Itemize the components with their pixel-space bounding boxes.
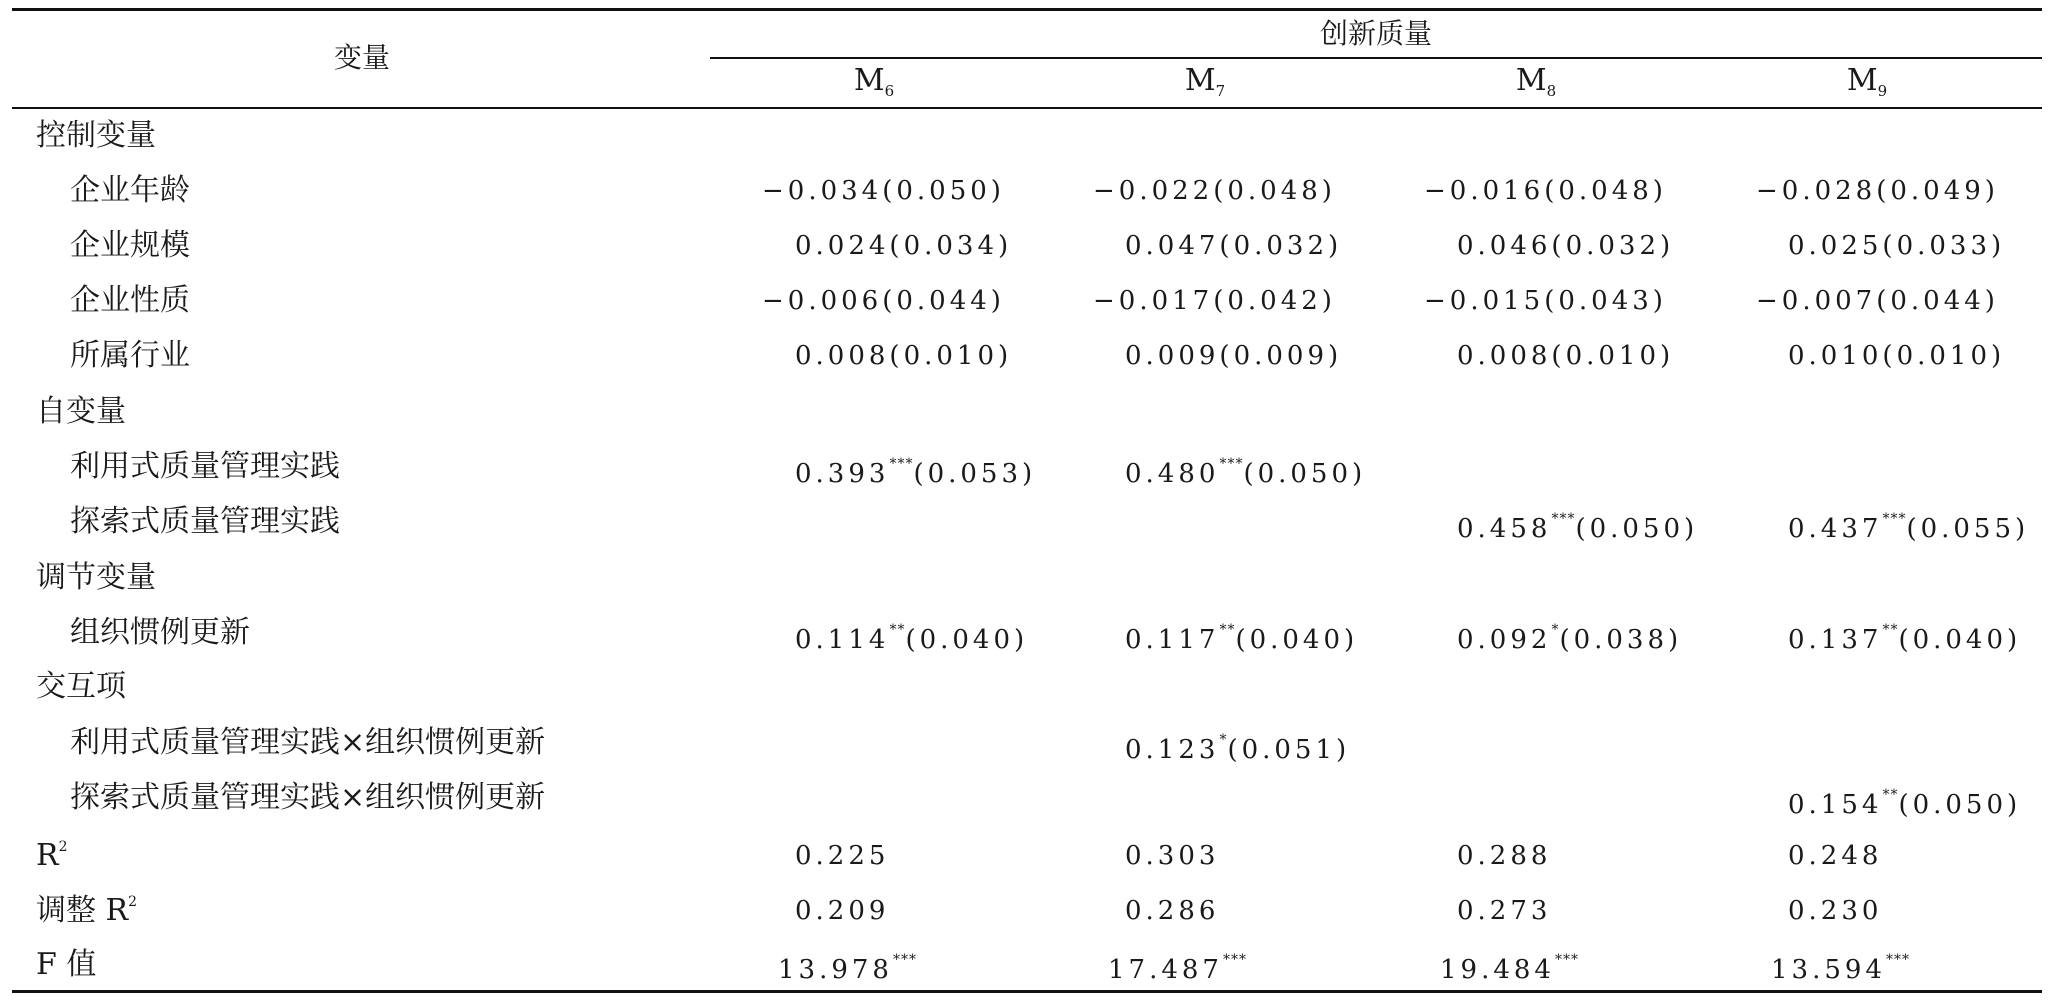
industry-m9: 0.010(0.010) <box>1788 341 2006 371</box>
explore-x-routine-m9: 0.154**(0.050) <box>1788 787 2022 820</box>
innovation-quality-header: 创新质量 <box>1319 17 1432 50</box>
adjusted-r-squared-m6: 0.209 <box>795 896 890 926</box>
firm-age-m6: −0.034(0.050) <box>762 176 1005 206</box>
adjusted-r-squared-m7: 0.286 <box>1125 896 1220 926</box>
firm-nature-label: 企业性质 <box>70 283 190 318</box>
adjusted-r-squared-m8: 0.273 <box>1457 896 1552 926</box>
bottom-rule <box>12 990 2042 993</box>
r-squared-m7: 0.303 <box>1125 841 1220 871</box>
routine-update-m8: 0.092*(0.038) <box>1457 622 1683 655</box>
exploitative-qm-m6: 0.393***(0.053) <box>795 456 1037 489</box>
exploitative-qm-m7: 0.480***(0.050) <box>1125 456 1367 489</box>
interaction-title: 交互项 <box>36 669 126 704</box>
exploratory-qm-m9: 0.437***(0.055) <box>1788 511 2030 544</box>
routine-update-label: 组织惯例更新 <box>70 615 250 650</box>
top-rule <box>12 8 2042 11</box>
r-squared-m9: 0.248 <box>1788 841 1883 871</box>
r-squared-m8: 0.288 <box>1457 841 1552 871</box>
model-m9-header: $M_9$ <box>1846 63 1888 100</box>
f-value-m6: 13.978*** <box>778 952 917 985</box>
variable-header: 变量 <box>333 41 390 74</box>
firm-size-m9: 0.025(0.033) <box>1788 231 2006 261</box>
routine-update-m6: 0.114**(0.040) <box>795 622 1029 655</box>
industry-m7: 0.009(0.009) <box>1125 341 1343 371</box>
moderator-title: 调节变量 <box>36 560 156 595</box>
r-squared-label: $R^2$ <box>36 838 68 873</box>
r-squared-m6: 0.225 <box>795 841 890 871</box>
firm-size-label: 企业规模 <box>70 228 190 263</box>
explore-x-routine-label: 探索式质量管理实践×组织惯例更新 <box>70 780 546 815</box>
independent-variables-title: 自变量 <box>36 394 126 429</box>
exploit-x-routine-label: 利用式质量管理实践×组织惯例更新 <box>70 725 546 760</box>
industry-m6: 0.008(0.010) <box>795 341 1013 371</box>
firm-age-label: 企业年龄 <box>70 173 190 208</box>
routine-update-m9: 0.137**(0.040) <box>1788 622 2022 655</box>
adjusted-r-squared-label: 调整 $R^2$ <box>36 893 138 928</box>
model-m8-header: $M_8$ <box>1515 63 1557 100</box>
adjusted-r-squared-m9: 0.230 <box>1788 896 1883 926</box>
firm-age-m7: −0.022(0.048) <box>1093 176 1336 206</box>
exploratory-qm-m8: 0.458***(0.050) <box>1457 511 1699 544</box>
routine-update-m7: 0.117**(0.040) <box>1125 622 1359 655</box>
industry-label: 所属行业 <box>70 338 190 373</box>
industry-m8: 0.008(0.010) <box>1457 341 1675 371</box>
exploratory-qm-label: 探索式质量管理实践 <box>70 504 340 539</box>
firm-nature-m6: −0.006(0.044) <box>762 286 1005 316</box>
model-m7-header: $M_7$ <box>1184 63 1226 100</box>
firm-size-m6: 0.024(0.034) <box>795 231 1013 261</box>
firm-age-m8: −0.016(0.048) <box>1424 176 1667 206</box>
firm-age-m9: −0.028(0.049) <box>1756 176 1999 206</box>
header-rule <box>12 107 2042 109</box>
exploit-x-routine-m7: 0.123*(0.051) <box>1125 732 1351 765</box>
f-value-m7: 17.487*** <box>1108 952 1247 985</box>
exploitative-qm-label: 利用式质量管理实践 <box>70 449 340 484</box>
firm-nature-m9: −0.007(0.044) <box>1756 286 1999 316</box>
f-value-m9: 13.594*** <box>1771 952 1910 985</box>
model-m6-header: $M_6$ <box>853 63 895 100</box>
firm-nature-m7: −0.017(0.042) <box>1093 286 1336 316</box>
control-variables-title: 控制变量 <box>36 118 156 153</box>
f-value-m8: 19.484*** <box>1440 952 1579 985</box>
f-value-label: F 值 <box>36 947 97 982</box>
firm-size-m8: 0.046(0.032) <box>1457 231 1675 261</box>
firm-size-m7: 0.047(0.032) <box>1125 231 1343 261</box>
group-rule <box>710 57 2042 59</box>
firm-nature-m8: −0.015(0.043) <box>1424 286 1667 316</box>
